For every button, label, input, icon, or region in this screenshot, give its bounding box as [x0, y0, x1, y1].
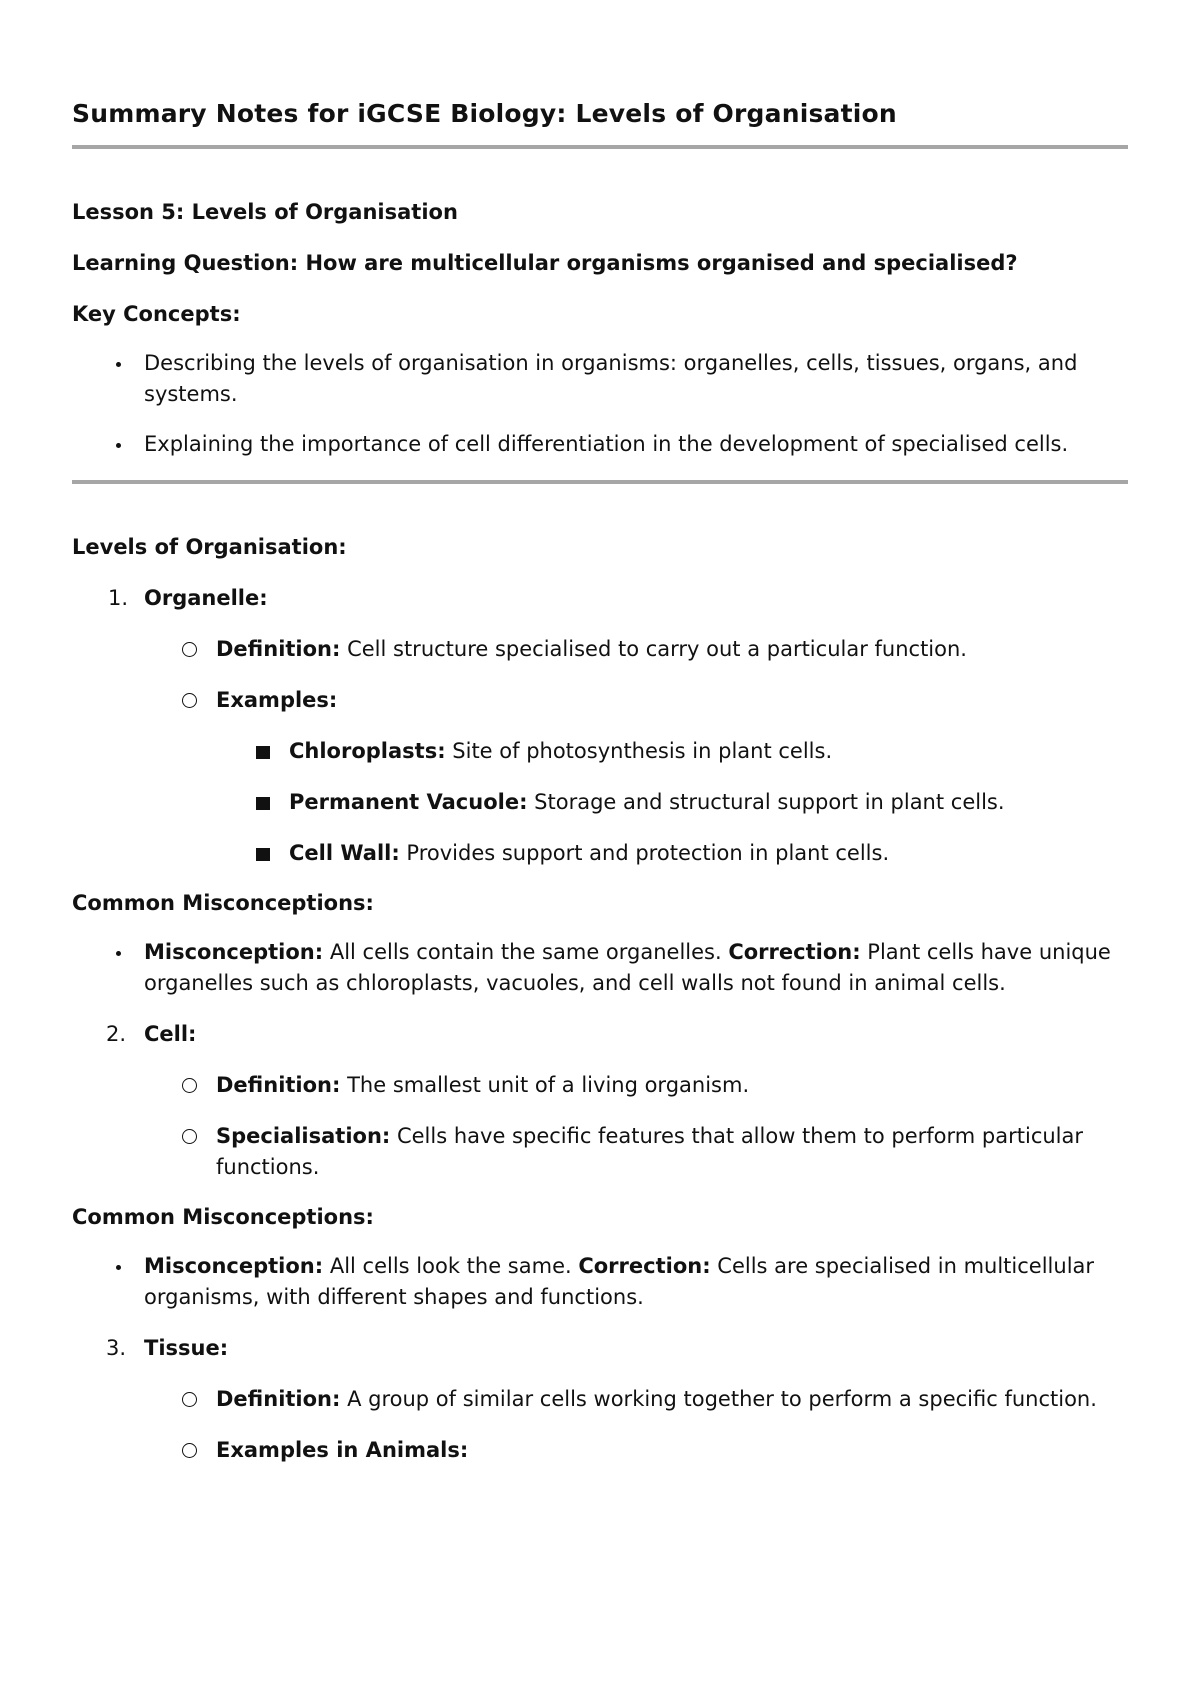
item-number: 2. [106, 1022, 127, 1046]
learning-question: Learning Question: How are multicellular organisms organised and specialised? [72, 251, 1018, 275]
organelle-examples-list [216, 736, 1128, 869]
misconceptions-heading: Common Misconceptions: [72, 1205, 374, 1229]
cell-heading: Cell: [144, 1022, 197, 1046]
tissue-section [72, 1333, 1128, 1466]
example-item [289, 838, 1128, 869]
definition-label: Definition: [216, 637, 341, 661]
cell-definition [216, 1070, 1128, 1101]
example-item [289, 736, 1128, 767]
definition-label: Definition: [216, 1387, 341, 1411]
misconception-text: All cells look the same. [323, 1254, 579, 1278]
title-divider [72, 145, 1128, 149]
example-label: Cell Wall: [289, 841, 400, 865]
examples-label: Examples in Animals: [216, 1438, 469, 1462]
correction-label: Correction: [578, 1254, 711, 1278]
example-text: Provides support and protection in plant cells. [399, 841, 890, 865]
example-label: Chloroplasts: [289, 739, 446, 763]
specialisation-label: Specialisation: [216, 1124, 391, 1148]
organelle-examples [216, 685, 1128, 869]
misconception-item [144, 1251, 1128, 1313]
misconceptions-heading: Common Misconceptions: [72, 891, 374, 915]
misconception-item [144, 937, 1128, 999]
key-concept-item: Explaining the importance of cell differentiation in the development of specialised cells. [144, 429, 1128, 460]
misconception-label: Misconception: [144, 1254, 324, 1278]
definition-text: Cell structure specialised to carry out a particular function. [340, 637, 967, 661]
key-concepts-heading: Key Concepts: [72, 302, 241, 326]
correction-text: Plant cells have unique organelles such as chloroplasts, vacuoles, and cell walls not found in animal cells. [144, 940, 1111, 995]
example-text: Site of photosynthesis in plant cells. [445, 739, 833, 763]
tissue-heading: Tissue: [144, 1336, 229, 1360]
tissue-definition [216, 1384, 1128, 1415]
cell-misconceptions [72, 1251, 1128, 1313]
definition-text: A group of similar cells working together to perform a specific function. [340, 1387, 1097, 1411]
definition-label: Definition: [216, 1073, 341, 1097]
organelle-definition [216, 634, 1128, 665]
example-label: Permanent Vacuole: [289, 790, 528, 814]
tissue-details [144, 1384, 1128, 1466]
misconception-label: Misconception: [144, 940, 324, 964]
levels-heading: Levels of Organisation: [72, 535, 347, 559]
section-divider [72, 480, 1128, 484]
cell-section [72, 1019, 1128, 1183]
cell-specialisation [216, 1121, 1128, 1183]
item-number: 3. [106, 1336, 127, 1360]
document-title: Summary Notes for iGCSE Biology: Levels of Organisation [72, 99, 897, 128]
cell-details [144, 1070, 1128, 1183]
key-concepts-list [72, 348, 1128, 460]
organelle-misconceptions [72, 937, 1128, 999]
examples-label: Examples: [216, 688, 338, 712]
example-text: Storage and structural support in plant cells. [527, 790, 1005, 814]
tissue-examples [216, 1435, 1128, 1466]
organelle-heading: Organelle: [144, 586, 268, 610]
organelle-details [144, 634, 1128, 869]
lesson-heading: Lesson 5: Levels of Organisation [72, 200, 458, 224]
example-item [289, 787, 1128, 818]
definition-text: The smallest unit of a living organism. [340, 1073, 750, 1097]
misconception-text: All cells contain the same organelles. [323, 940, 729, 964]
correction-label: Correction: [728, 940, 861, 964]
organelle-section [72, 583, 1128, 869]
specialisation-text: Cells have specific features that allow them to perform particular functions. [216, 1124, 1084, 1179]
key-concept-item: Describing the levels of organisation in organisms: organelles, cells, tissues, organs, and systems. [144, 348, 1128, 410]
item-number: 1. [108, 586, 129, 610]
correction-text: Cells are specialised in multicellular organisms, with different shapes and functions. [144, 1254, 1095, 1309]
